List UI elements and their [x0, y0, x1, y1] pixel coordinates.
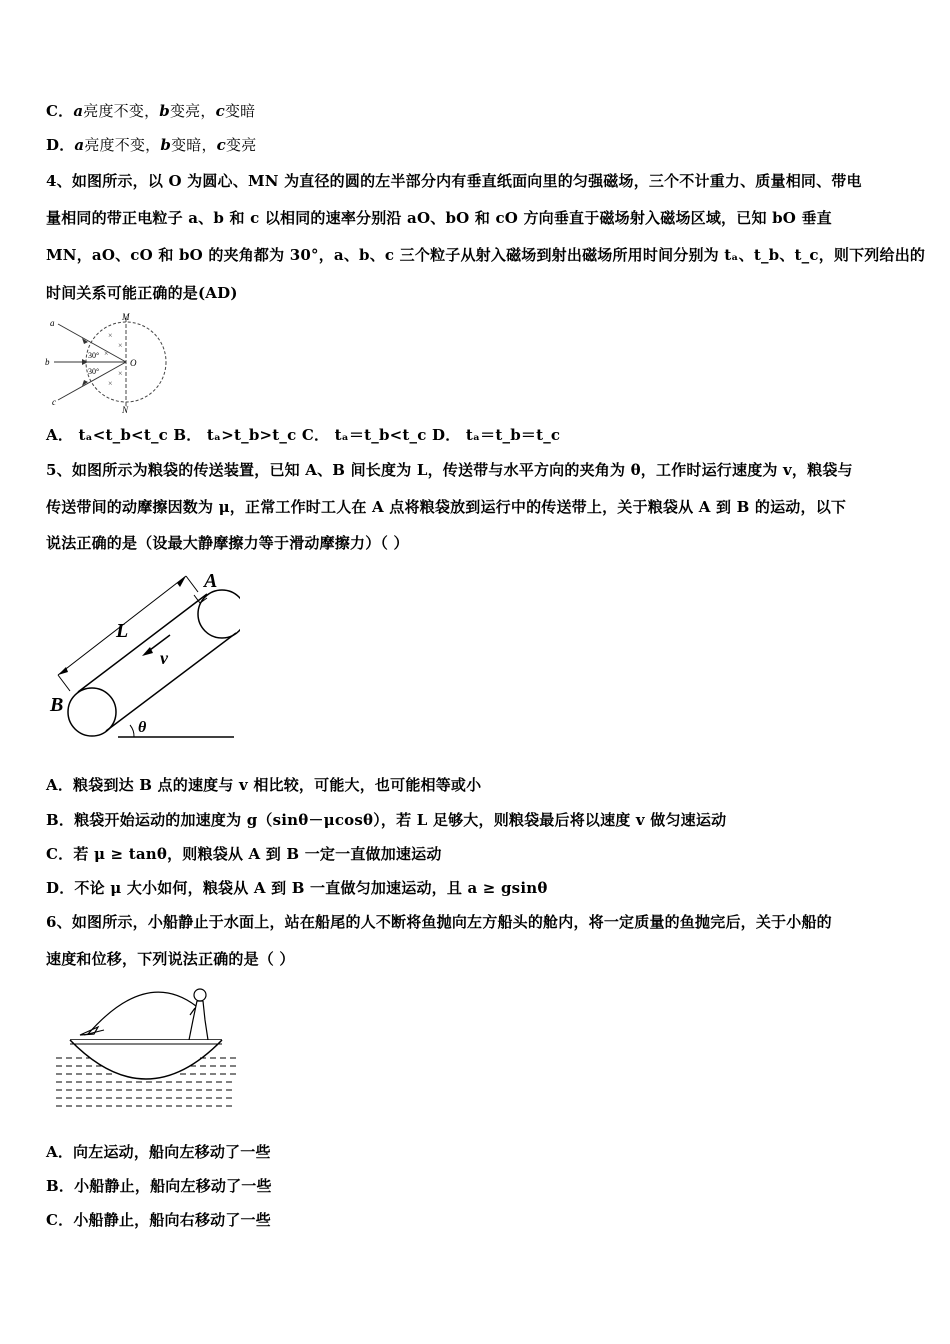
field-cross-icon: × [118, 341, 123, 350]
q5-text-line2: 传送带间的动摩擦因数为 μ，正常工作时工人在 A 点将粮袋放到运行中的传送带上，关于粮袋从 A 到 B 的运动，以下 [46, 498, 847, 516]
label-l: L [116, 620, 129, 642]
label-o: O [130, 358, 137, 368]
boat-hull [70, 1040, 222, 1079]
label-b: b [45, 357, 50, 367]
field-cross-icon: × [108, 331, 113, 340]
dimension-tick-b [58, 675, 70, 691]
upper-roller [198, 590, 240, 638]
angle-label-bottom: 30° [88, 367, 100, 376]
q5-conveyor-figure [44, 565, 240, 747]
label-c: c [52, 397, 56, 407]
q5-option-c: C．若 μ ≥ tanθ，则粮袋从 A 到 B 一定一直做加速运动 [46, 845, 442, 863]
q4-magnetic-field-figure [44, 312, 170, 416]
q6-text-line2: 速度和位移，下列说法正确的是（ ） [46, 950, 295, 968]
q5-option-b: B．粮袋开始运动的加速度为 g（sinθ－μcosθ），若 L 足够大，则粮袋最后将以速度 v 做匀速运动 [46, 811, 727, 829]
q4-text-line2: 量相同的带正电粒子 a、b 和 c 以相同的速率分别沿 aO、bO 和 cO 方向垂直于磁场射入磁场区域，已知 bO 垂直 [46, 209, 832, 227]
label-theta: θ [138, 719, 147, 736]
person-body-icon [189, 1001, 208, 1040]
q6-boat-figure [50, 982, 240, 1112]
q5-option-a: A．粮袋到达 B 点的速度与 v 相比较，可能大，也可能相等或小 [46, 776, 482, 794]
q3-option-d: D．a亮度不变，b变暗，c变亮 [46, 136, 257, 154]
belt-top [78, 594, 207, 692]
label-n: N [122, 405, 129, 415]
q4-text-line1: 4、如图所示，以 O 为圆心、MN 为直径的圆的左半部分内有垂直纸面向里的匀强磁场，三个不计重力、质量相同、带电 [46, 172, 862, 190]
angle-label-top: 30° [88, 351, 100, 360]
q3-option-c: C．a亮度不变，b变亮，c变暗 [46, 102, 256, 120]
q6-option-c: C．小船静止，船向右移动了一些 [46, 1211, 271, 1229]
q4-text-line3: MN，aO、cO 和 bO 的夹角都为 30°，a、b、c 三个粒子从射入磁场到射出磁场所用时间分别为 tₐ、t_b、t_c，则下列给出的 [46, 246, 926, 264]
q6-text-line1: 6、如图所示，小船静止于水面上，站在船尾的人不断将鱼抛向左方船头的舱内，将一定质量的鱼抛完后，关于小船的 [46, 913, 832, 931]
q5-text-line1: 5、如图所示为粮袋的传送装置，已知 A、B 间长度为 L，传送带与水平方向的夹角为 θ，工作时运行速度为 v，粮袋与 [46, 461, 853, 479]
field-cross-icon: × [118, 369, 123, 378]
belt-bottom [106, 633, 236, 731]
label-v: v [160, 648, 168, 668]
q4-options: A． tₐ<t_b<t_c B． tₐ>t_b>t_c C． tₐ＝t_b<t_c D． tₐ＝t_b＝t_c [46, 426, 561, 444]
q6-option-b: B．小船静止，船向左移动了一些 [46, 1177, 272, 1195]
label-a: a [50, 318, 55, 328]
label-m: M [122, 312, 130, 322]
field-cross-icon: × [104, 349, 109, 358]
angle-arc [130, 725, 134, 737]
q5-text-line3: 说法正确的是（设最大静摩擦力等于滑动摩擦力）（ ） [46, 534, 409, 552]
q5-option-d: D．不论 μ 大小如何，粮袋从 A 到 B 一直做匀加速运动，且 a ≥ gsinθ [46, 879, 548, 897]
label-a: A [204, 570, 218, 592]
dimension-tick-a [186, 576, 198, 592]
person-head-icon [194, 989, 206, 1001]
label-b: B [50, 694, 64, 716]
q4-text-line4: 时间关系可能正确的是(AD) [46, 284, 238, 302]
field-cross-icon: × [108, 379, 113, 388]
fish-trajectory [88, 992, 196, 1034]
q6-option-a: A．向左运动，船向左移动了一些 [46, 1143, 271, 1161]
